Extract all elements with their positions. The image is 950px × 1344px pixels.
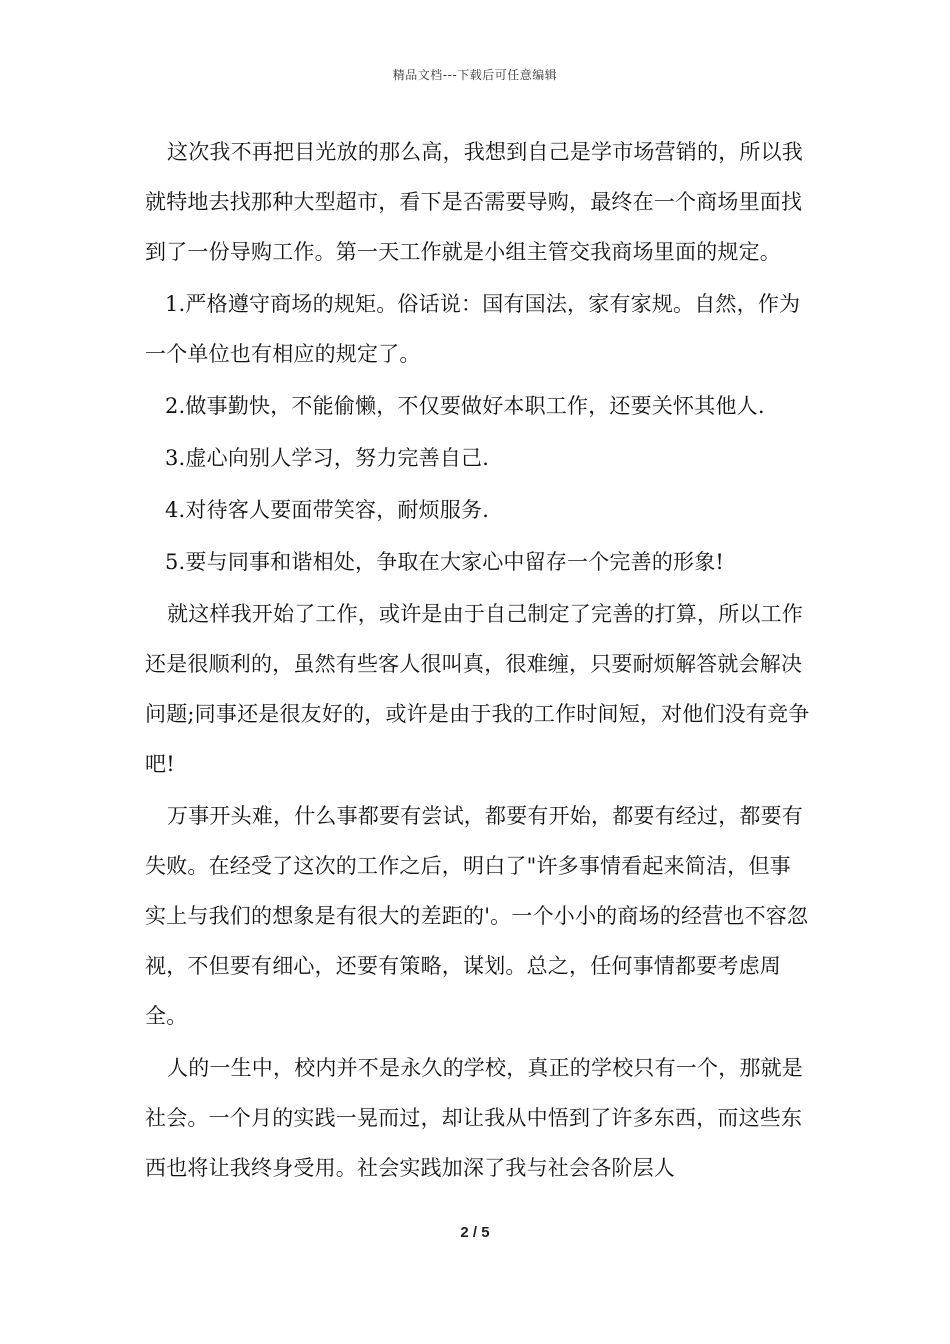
rule-item-5: 5.要与同事和谐相处，争取在大家心中留存一个完善的形象! (165, 550, 725, 574)
page-header: 精品文档---下载后可任意编辑 (392, 68, 558, 82)
paragraph-intro: 这次我不再把目光放的那么高，我想到自己是学市场营销的，所以我就特地去找那种大型超市，看下是否需要导购，最终在一个商场里面找到了一份导购工作。第一天工作就是小组主管交我商场里面的规定。 (145, 140, 803, 264)
rule-item-2: 2.做事勤快，不能偷懒，不仅要做好本职工作，还要关怀其他人. (165, 394, 765, 418)
rule-item-4: 4.对待客人要面带笑容，耐烦服务. (165, 498, 490, 522)
paragraph-work-start: 就这样我开始了工作，或许是由于自己制定了完善的打算，所以工作还是很顺利的，虽然有些客人很叫真，很难缠，只要耐烦解答就会解决问题;同事还是很友好的，或许是由于我的工作时间短，对他们没有竞争吧! (145, 602, 810, 776)
rule-item-3: 3.虚心向别人学习，努力完善自己. (165, 446, 490, 470)
page-number: 2 / 5 (460, 1224, 490, 1241)
paragraph-society: 人的一生中，校内并不是永久的学校，真正的学校只有一个，那就是社会。一个月的实践一晃而过，却让我从中悟到了许多东西，而这些东西也将让我终身受用。社会实践加深了我与社会各阶层人 (145, 1056, 803, 1180)
rule-item-1: 1.严格遵守商场的规矩。俗话说：国有国法，家有家规。自然，作为一个单位也有相应的规定了。 (145, 292, 801, 366)
body-text (145, 127, 810, 1195)
paragraph-reflection: 万事开头难，什么事都要有尝试，都要有开始，都要有经过，都要有失败。在经受了这次的工作之后，明白了"许多事情看起来简洁，但事实上与我们的想象是有很大的差距的'。一个小小的商场的经营也不容忽视，不但要有细心，还要有策略，谋划。总之，任何事情都要考虑周全。 (145, 804, 809, 1028)
